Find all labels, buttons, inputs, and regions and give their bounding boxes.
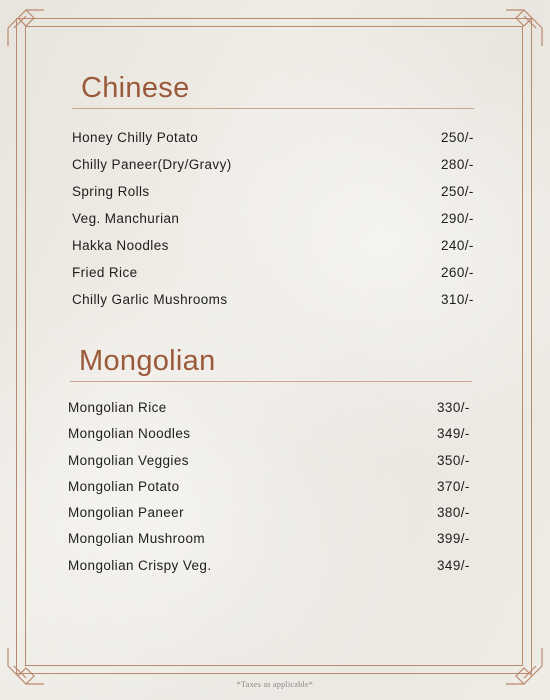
menu-item [72,265,492,292]
corner-ornament-icon [502,6,546,50]
menu-item-name: Mongolian Noodles [68,426,191,442]
menu-item-name: Fried Rice [72,265,138,280]
menu-item-price: 399/- [437,531,470,547]
chinese-menu-list [72,130,492,319]
menu-item-price: 370/- [437,478,470,494]
menu-item-price: 350/- [437,452,470,468]
menu-item-price: 250/- [441,184,474,199]
menu-item [68,558,488,584]
menu-item [72,157,492,184]
menu-item [68,505,488,531]
menu-item [72,238,492,265]
menu-item-price: 310/- [441,292,474,307]
menu-item-price: 260/- [441,265,474,280]
section-divider [70,381,472,382]
menu-item-price: 349/- [437,426,470,442]
menu-item-price: 380/- [437,505,470,521]
menu-item-price: 250/- [441,130,474,145]
menu-item-price: 280/- [441,157,474,172]
menu-item-price: 330/- [437,400,470,415]
menu-item-name: Veg. Manchurian [72,211,180,226]
menu-item-name: Chilly Paneer(Dry/Gravy) [72,157,232,172]
menu-item [68,531,488,557]
menu-item [68,479,488,505]
menu-item-name: Mongolian Crispy Veg. [68,557,212,573]
menu-item-price: 240/- [441,238,474,253]
menu-item-name: Mongolian Potato [68,478,180,494]
menu-item [72,130,492,157]
menu-item [72,211,492,238]
menu-item [68,426,488,452]
menu-item-name: Mongolian Paneer [68,505,184,521]
menu-item-name: Hakka Noodles [72,238,169,253]
menu-item-name: Mongolian Veggies [68,452,189,468]
menu-item-price: 349/- [437,557,470,573]
mongolian-menu-list [68,400,488,584]
menu-item [68,400,488,426]
menu-item-name: Chilly Garlic Mushrooms [72,292,228,307]
menu-item-name: Honey Chilly Potato [72,130,199,145]
menu-item-name: Mongolian Rice [68,400,167,415]
menu-item [72,292,492,319]
section-divider [72,108,474,109]
taxes-note: *Taxes as applicable* [236,680,314,689]
menu-item [68,453,488,479]
corner-ornament-icon [4,6,48,50]
section-title-mongolian: Mongolian [79,345,216,377]
menu-item-name: Spring Rolls [72,184,150,199]
section-title-chinese: Chinese [81,72,190,104]
menu-item [72,184,492,211]
menu-item-name: Mongolian Mushroom [68,531,206,547]
menu-item-price: 290/- [441,211,474,226]
